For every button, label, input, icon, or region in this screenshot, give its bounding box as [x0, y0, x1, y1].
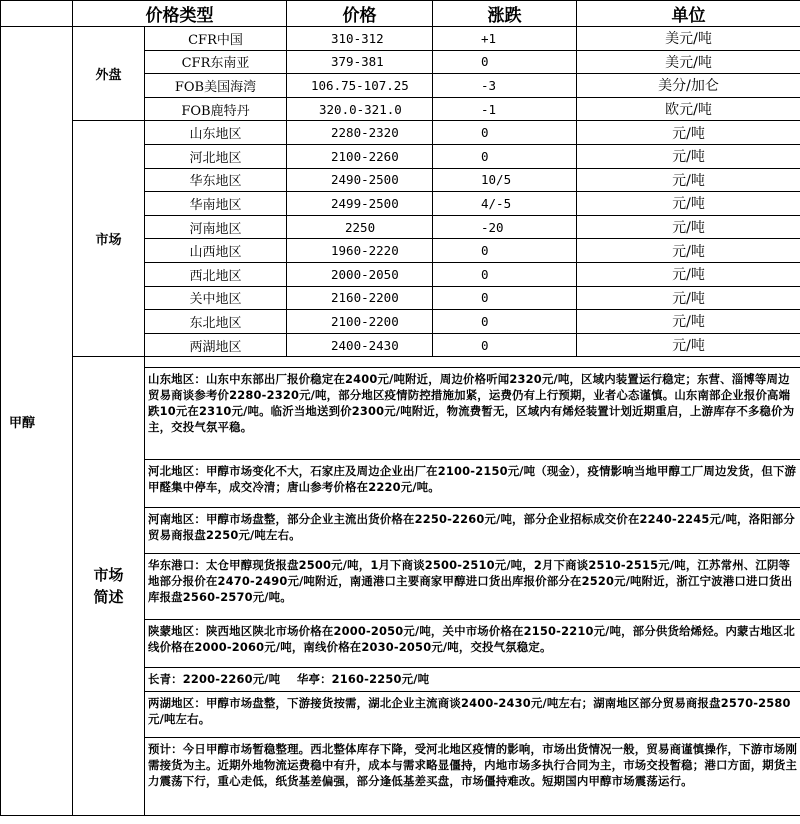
- summary-paragraph: 华东港口：太仓甲醇现货报盘2500元/吨，1月下商谈2500-2510元/吨，2月下商谈2510-2515元/吨，江苏常州、江阴等地部分报价在2470-2490元/吨附近，南通港口主要商家甲醇进口货出库报价部分在2520元/吨附近，浙江宁波港口进口货出库报盘2560-2570元/吨。: [145, 554, 800, 620]
- header-change: 涨跌: [433, 1, 577, 27]
- row-change: 0: [433, 310, 577, 334]
- row-change: -1: [433, 97, 577, 121]
- row-price: 320.0-321.0: [287, 97, 433, 121]
- row-price: 2100-2260: [287, 144, 433, 168]
- row-unit: 元/吨: [577, 192, 800, 216]
- row-name: CFR中国: [145, 27, 287, 51]
- row-name: 河北地区: [145, 144, 287, 168]
- row-change: -3: [433, 74, 577, 98]
- row-unit: 元/吨: [577, 168, 800, 192]
- row-change: 0: [433, 50, 577, 74]
- row-name: 华南地区: [145, 192, 287, 216]
- row-unit: 元/吨: [577, 310, 800, 334]
- row-unit: 元/吨: [577, 286, 800, 310]
- summary-label-line1: 市场: [93, 566, 124, 585]
- table-row: [1, 121, 800, 145]
- row-price: 2400-2430: [287, 333, 433, 357]
- row-price: 2499-2500: [287, 192, 433, 216]
- header-price: 价格: [287, 1, 433, 27]
- summary-paragraph: 河北地区：甲醇市场变化不大，石家庄及周边企业出厂在2100-2150元/吨（现金），疫情影响当地甲醇工厂周边发货，但下游甲醛集中停车，成交冷清；唐山参考价格在2220元/吨。: [145, 460, 800, 508]
- row-name: FOB美国海湾: [145, 74, 287, 98]
- row-price: 2490-2500: [287, 168, 433, 192]
- row-price: 106.75-107.25: [287, 74, 433, 98]
- row-name: FOB鹿特丹: [145, 97, 287, 121]
- row-unit: 元/吨: [577, 239, 800, 263]
- row-name: 山东地区: [145, 121, 287, 145]
- summary-top-gap: [145, 357, 800, 368]
- row-name: 东北地区: [145, 310, 287, 334]
- header-type: 价格类型: [73, 1, 287, 27]
- row-unit: 元/吨: [577, 333, 800, 357]
- row-unit: 元/吨: [577, 262, 800, 286]
- row-unit: 美元/吨: [577, 27, 800, 51]
- header-row: [1, 1, 800, 27]
- section-waipan: 外盘: [73, 27, 145, 121]
- row-unit: 美元/吨: [577, 50, 800, 74]
- row-price: 2000-2050: [287, 262, 433, 286]
- row-unit: 欧元/吨: [577, 97, 800, 121]
- row-change: 4/-5: [433, 192, 577, 216]
- row-change: 0: [433, 262, 577, 286]
- row-price: 2160-2200: [287, 286, 433, 310]
- summary-paragraph: 河南地区：甲醇市场盘整，部分企业主流出货价格在2250-2260元/吨，部分企业招标成交价在2240-2245元/吨，洛阳部分贸易商报盘2250元/吨左右。: [145, 508, 800, 554]
- row-change: 0: [433, 333, 577, 357]
- row-unit: 元/吨: [577, 121, 800, 145]
- row-name: 两湖地区: [145, 333, 287, 357]
- row-name: 华东地区: [145, 168, 287, 192]
- summary-label-line2: 简述: [93, 588, 124, 607]
- row-change: -20: [433, 215, 577, 239]
- row-unit: 元/吨: [577, 215, 800, 239]
- row-change: +1: [433, 27, 577, 51]
- row-change: 0: [433, 286, 577, 310]
- table-row: [1, 27, 800, 51]
- header-blank: [1, 1, 73, 27]
- row-name: CFR东南亚: [145, 50, 287, 74]
- row-change: 0: [433, 144, 577, 168]
- summary-paragraph: 两湖地区：甲醇市场盘整，下游接货按需，湖北企业主流商谈2400-2430元/吨左右；湖南地区部分贸易商报盘2570-2580元/吨左右。: [145, 692, 800, 738]
- row-unit: 美分/加仑: [577, 74, 800, 98]
- header-unit: 单位: [577, 1, 800, 27]
- row-name: 西北地区: [145, 262, 287, 286]
- row-change: 0: [433, 121, 577, 145]
- summary-paragraph: 陕蒙地区：陕西地区陕北市场价格在2000-2050元/吨，关中市场价格在2150-2210元/吨，部分供货给烯烃。内蒙古地区北线价格在2000-2060元/吨，南线价格在2030-2050元/吨，交投气氛稳定。: [145, 620, 800, 668]
- summary-paragraph: 预计：今日甲醇市场暂稳整理。西北整体库存下降，受河北地区疫情的影响，市场出货情况一般，贸易商谨慎操作，下游市场刚需接货为主。近期外地物流运费稳中有升，成本与需求略显僵持，内地市场多执行合同为主，市场交投暂稳；港口方面，期货主力震荡下行，重心走低，纸货基差偏强，部分逢低基差买盘，市场僵持难改。短期国内甲醇市场震荡运行。: [148, 742, 798, 789]
- row-change: 10/5: [433, 168, 577, 192]
- row-price: 1960-2220: [287, 239, 433, 263]
- row-price: 310-312: [287, 27, 433, 51]
- row-change: 0: [433, 239, 577, 263]
- row-price: 379-381: [287, 50, 433, 74]
- summary-content: [145, 357, 800, 816]
- row-price: 2250: [287, 215, 433, 239]
- row-unit: 元/吨: [577, 144, 800, 168]
- summary-paragraph: 山东地区：山东中东部出厂报价稳定在2400元/吨附近，周边价格听闻2320元/吨，区域内装置运行稳定；东营、淄博等周边贸易商谈参考价2280-2320元/吨，部分地区疫情防控措施加紧，运费仍有上行预期，业者心态谨慎。山东南部企业报价高端跌10元在2310元/吨。临沂当地送到价2300元/吨附近，物流费暂无，区域内有烯烃装置计划近期重启，上游库存不多稳价为主，交投气氛平稳。: [145, 368, 800, 460]
- row-name: 山西地区: [145, 239, 287, 263]
- row-price: 2280-2320: [287, 121, 433, 145]
- summary-paragraph: 长青：2200-2260元/吨 华亭：2160-2250元/吨: [145, 668, 800, 692]
- row-price: 2100-2200: [287, 310, 433, 334]
- summary-row: [1, 357, 800, 816]
- row-name: 河南地区: [145, 215, 287, 239]
- section-summary: [73, 357, 145, 816]
- section-market: 市场: [73, 121, 145, 357]
- product-label: 甲醇: [1, 27, 73, 816]
- row-name: 关中地区: [145, 286, 287, 310]
